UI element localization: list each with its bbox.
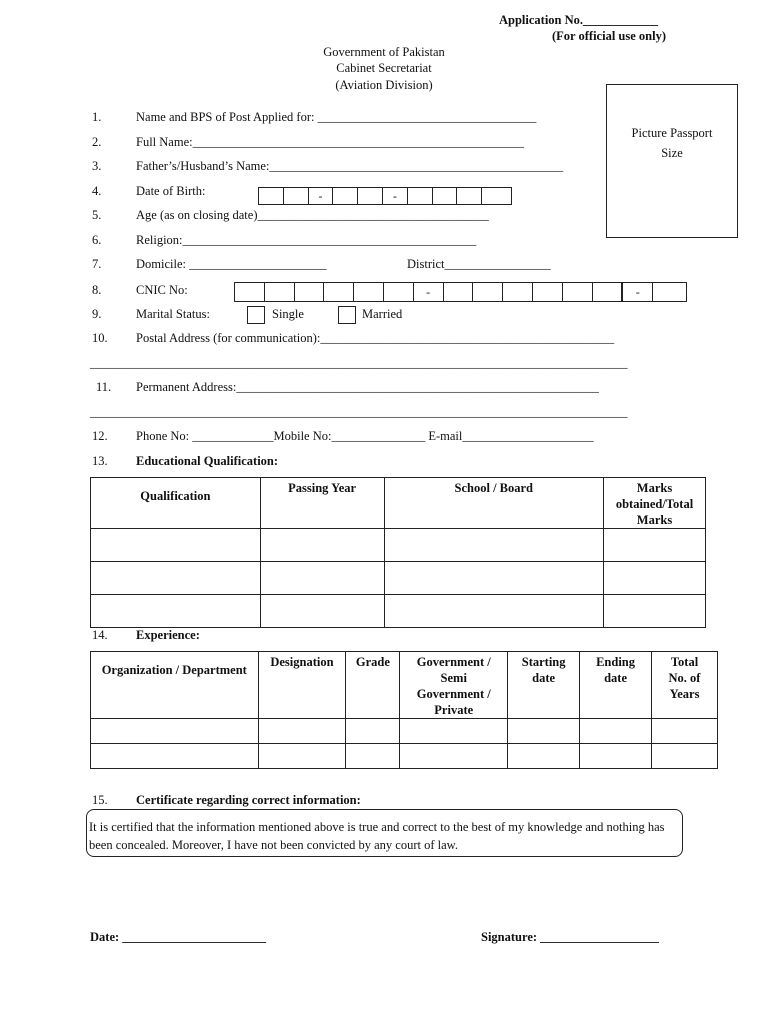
date-field[interactable]: Date: _______________________ (90, 930, 267, 944)
table-cell[interactable] (384, 595, 604, 628)
table-cell[interactable] (400, 744, 508, 769)
official-use-note: (For official use only) (552, 29, 666, 43)
application-no-field[interactable]: ____________ (583, 13, 659, 27)
org-line-division: (Aviation Division) (335, 78, 433, 92)
table-cell[interactable] (258, 744, 346, 769)
table-cell[interactable] (400, 719, 508, 744)
field-number: 4. (92, 184, 102, 198)
field-number: 13. (92, 454, 108, 468)
experience-header-total-years: Total No. of Years (652, 652, 718, 719)
domicile-field[interactable]: Domicile: ______________________ (136, 257, 327, 271)
certificate-text: It is certified that the information mentioned above is true and correct to the best of my knowledge and nothing has been concealed. Moreover, I have not been convicted by any court of law. (86, 809, 683, 857)
table-row (91, 744, 718, 769)
field-number: 8. (92, 283, 102, 297)
experience-table (90, 651, 718, 769)
father-husband-name-field[interactable]: Father’s/Husband’s Name:_______________________________________________ (136, 159, 564, 173)
experience-header-designation: Designation (258, 652, 346, 719)
date-of-birth-boxes[interactable] (258, 187, 512, 205)
education-table (90, 477, 706, 628)
field-number: 14. (92, 628, 108, 642)
table-row (91, 595, 706, 628)
postal-address-field[interactable]: Postal Address (for communication):_______________________________________________ (136, 331, 615, 345)
table-cell[interactable] (604, 529, 706, 562)
permanent-address-continuation[interactable]: ______________________________________________________________________________________ (90, 405, 628, 419)
field-number: 6. (92, 233, 102, 247)
table-cell[interactable] (260, 595, 384, 628)
education-header-school-board: School / Board (384, 478, 604, 529)
contact-fields[interactable]: Phone No: _____________Mobile No:_______________ E-mail_____________________ (136, 429, 594, 443)
date-of-birth-label: Date of Birth: (136, 184, 206, 198)
experience-header-sector: Government / Semi Government / Private (400, 652, 508, 719)
certificate-heading: Certificate regarding correct information: (136, 793, 361, 807)
experience-header-grade: Grade (346, 652, 400, 719)
marital-status-label: Marital Status: (136, 307, 210, 321)
org-line-cabinet: Cabinet Secretariat (336, 61, 432, 75)
field-number: 7. (92, 257, 102, 271)
table-cell[interactable] (508, 719, 580, 744)
education-section-heading: Educational Qualification: (136, 454, 279, 468)
table-cell[interactable] (580, 744, 652, 769)
experience-header-starting-date: Starting date (508, 652, 580, 719)
table-cell[interactable] (91, 595, 261, 628)
cnic-separator: - (623, 283, 653, 301)
table-row (91, 562, 706, 595)
field-number: 2. (92, 135, 102, 149)
cnic-label: CNIC No: (136, 283, 188, 297)
field-number: 1. (92, 110, 102, 124)
table-cell[interactable] (346, 719, 400, 744)
religion-field[interactable]: Religion:_______________________________________________ (136, 233, 477, 247)
education-header-qualification: Qualification (91, 478, 261, 529)
experience-section-heading: Experience: (136, 628, 200, 642)
table-cell[interactable] (580, 719, 652, 744)
table-row (91, 529, 706, 562)
field-number: 10. (92, 331, 108, 345)
cnic-boxes[interactable] (234, 282, 687, 302)
table-cell[interactable] (258, 719, 346, 744)
post-applied-field[interactable]: Name and BPS of Post Applied for: ___________________________________ (136, 110, 537, 124)
district-field[interactable]: District_________________ (407, 257, 551, 271)
passport-photo-box[interactable] (606, 84, 738, 238)
field-number: 12. (92, 429, 108, 443)
photo-label-line1: Picture Passport (631, 126, 713, 140)
single-checkbox[interactable] (247, 306, 265, 324)
table-cell[interactable] (91, 744, 259, 769)
experience-header-organization: Organization / Department (91, 652, 259, 719)
table-cell[interactable] (346, 744, 400, 769)
table-cell[interactable] (260, 529, 384, 562)
single-label: Single (272, 307, 304, 321)
signature-field[interactable]: Signature: ___________________ (481, 930, 659, 944)
field-number: 15. (92, 793, 108, 807)
experience-header-ending-date: Ending date (580, 652, 652, 719)
table-cell[interactable] (604, 595, 706, 628)
table-cell[interactable] (91, 719, 259, 744)
dob-separator: - (309, 188, 334, 204)
table-cell[interactable] (652, 719, 718, 744)
table-cell[interactable] (652, 744, 718, 769)
table-row (91, 719, 718, 744)
table-cell[interactable] (91, 529, 261, 562)
field-number: 5. (92, 208, 102, 222)
married-label: Married (362, 307, 403, 321)
org-line-government: Government of Pakistan (323, 45, 445, 59)
permanent-address-field[interactable]: Permanent Address:__________________________________________________________ (136, 380, 599, 394)
dob-separator: - (383, 188, 408, 204)
full-name-field[interactable]: Full Name:_____________________________________________________ (136, 135, 524, 149)
table-cell[interactable] (604, 562, 706, 595)
table-cell[interactable] (508, 744, 580, 769)
postal-address-continuation[interactable]: ______________________________________________________________________________________ (90, 356, 628, 370)
table-cell[interactable] (384, 529, 604, 562)
field-number: 3. (92, 159, 102, 173)
field-number: 9. (92, 307, 102, 321)
table-cell[interactable] (91, 562, 261, 595)
photo-label-line2: Size (661, 146, 683, 160)
education-header-passing-year: Passing Year (260, 478, 384, 529)
education-header-marks: Marks obtained/Total Marks (604, 478, 706, 529)
married-checkbox[interactable] (338, 306, 356, 324)
cnic-separator: - (414, 283, 444, 301)
application-no-label: Application No.____________ (499, 13, 659, 27)
table-cell[interactable] (384, 562, 604, 595)
table-cell[interactable] (260, 562, 384, 595)
age-field[interactable]: Age (as on closing date)_____________________________________ (136, 208, 489, 222)
field-number: 11. (96, 380, 112, 394)
